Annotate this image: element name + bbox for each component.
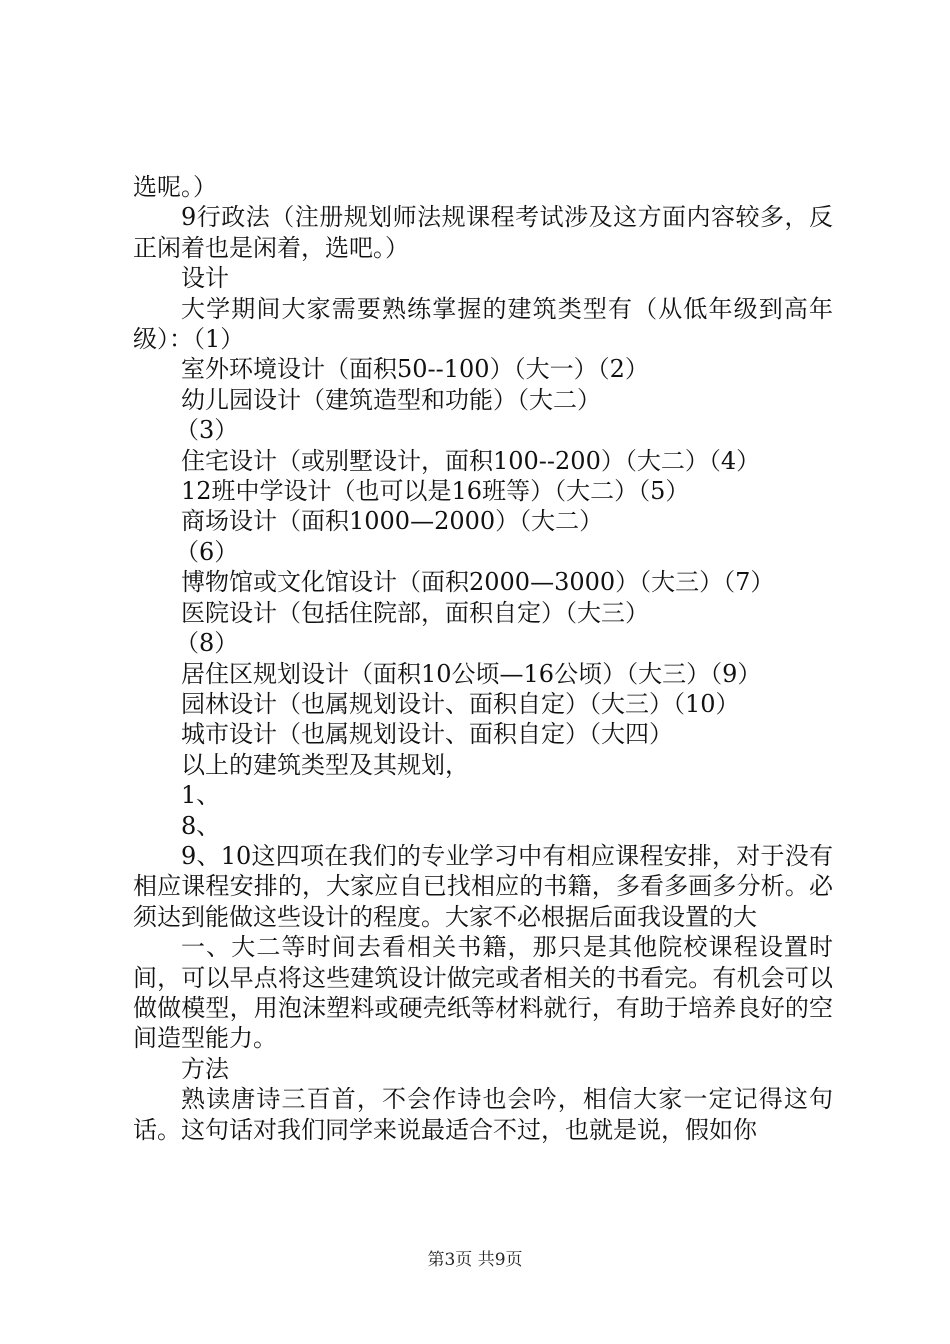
paragraph-l10: 商场设计（面积1000—2000）（大二）	[181, 507, 604, 536]
paragraph-l20: 8、	[181, 811, 221, 840]
paragraph-l13: 医院设计（包括住院部，面积自定）（大三）	[181, 598, 649, 627]
paragraph-l21: 9、10这四项在我们的专业学习中有相应课程安排，对于没有相应课程安排的，大家应自已找相应的书籍，多看多画多分析。必须达到能做这些设计的程度。大家不必根据后面我设置的大	[133, 841, 833, 931]
paragraph-l19: 1、	[181, 781, 221, 810]
paragraph-l15: 居住区规划设计（面积10公顷—16公顷）（大三）（9）	[181, 659, 762, 688]
paragraph-l6: 幼儿园设计（建筑造型和功能）（大二）	[181, 385, 601, 414]
paragraph-l9: 12班中学设计（也可以是16班等）（大二）（5）	[181, 477, 690, 506]
page-footer: 第3页 共9页	[427, 1250, 523, 1270]
paragraph-l7: （3）	[175, 416, 239, 445]
paragraph-l11: （6）	[175, 537, 239, 566]
body-text	[133, 172, 833, 1145]
paragraph-l5: 室外环境设计（面积50--100）（大一）（2）	[181, 355, 649, 384]
paragraph-l3: 设计	[181, 264, 229, 293]
paragraph-l24: 熟读唐诗三百首，不会作诗也会吟，相信大家一定记得这句话。这句话对我们同学来说最适合不过，也就是说，假如你	[133, 1085, 833, 1144]
paragraph-l22: 一、大二等时间去看相关书籍，那只是其他院校课程设置时间，可以早点将这些建筑设计做完或者相关的书看完。有机会可以做做模型，用泡沫塑料或硬壳纸等材料就行，有助于培养良好的空间造型能力。	[133, 933, 833, 1053]
paragraph-l17: 城市设计（也属规划设计、面积自定）（大四）	[181, 720, 673, 749]
paragraph-l1: 选呢。）	[133, 173, 217, 201]
paragraph-l12: 博物馆或文化馆设计（面积2000—3000）（大三）（7）	[181, 568, 775, 597]
paragraph-l4: 大学期间大家需要熟练掌握的建筑类型有（从低年级到高年级）：（1）	[133, 294, 833, 354]
paragraph-l23: 方法	[181, 1054, 229, 1083]
paragraph-l16: 园林设计（也属规划设计、面积自定）（大三）（10）	[181, 689, 740, 718]
paragraph-l8: 住宅设计（或别墅设计，面积100--200）（大二）（4）	[181, 446, 761, 475]
paragraph-l18: 以上的建筑类型及其规划，	[181, 750, 469, 779]
paragraph-l14: （8）	[175, 629, 239, 658]
paragraph-l2: 9行政法（注册规划师法规课程考试涉及这方面内容较多，反正闲着也是闲着，选吧。）	[133, 203, 833, 262]
